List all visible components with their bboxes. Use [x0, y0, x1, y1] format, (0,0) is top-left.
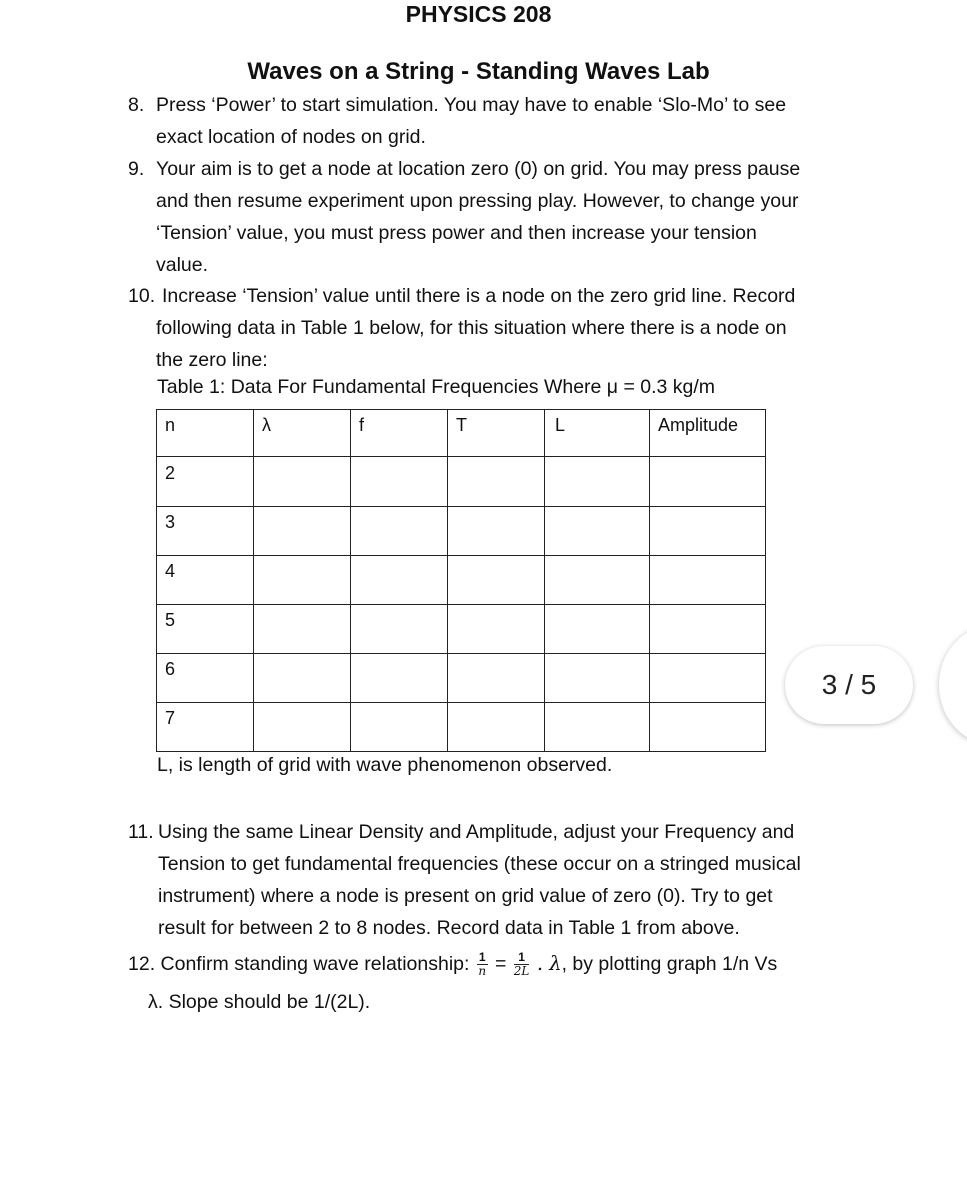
item-12-line-1	[128, 948, 777, 980]
text-line: value.	[156, 254, 209, 276]
item-number: 8.	[128, 94, 145, 116]
item-text	[156, 153, 856, 281]
cell-empty[interactable]	[351, 703, 448, 752]
cell-n: 7	[157, 703, 254, 752]
cell-empty[interactable]	[545, 457, 650, 507]
item-text: Confirm standing wave relationship:	[160, 953, 470, 975]
header-n: n	[157, 410, 254, 457]
text-line: instrument) where a node is present on grid value of zero (0). Try to get	[158, 885, 773, 907]
cell-empty[interactable]	[545, 556, 650, 605]
cell-empty[interactable]	[254, 605, 351, 654]
table-note: L, is length of grid with wave phenomenon observed.	[157, 754, 613, 776]
cell-empty[interactable]	[254, 507, 351, 556]
text-line: Increase ‘Tension’ value until there is a node on the zero grid line. Record	[162, 285, 796, 307]
table-row	[157, 507, 766, 556]
header-t: T	[448, 410, 545, 457]
text-line: Using the same Linear Density and Amplitude, adjust your Frequency and	[158, 821, 795, 843]
text-line: and then resume experiment upon pressing play. However, to change your	[156, 190, 799, 212]
cell-empty[interactable]	[545, 703, 650, 752]
cell-n: 4	[157, 556, 254, 605]
floating-action-button[interactable]	[939, 625, 967, 745]
text-line: exact location of nodes on grid.	[156, 126, 426, 148]
text-line: the zero line:	[156, 349, 268, 371]
cell-empty[interactable]	[650, 654, 766, 703]
cell-empty[interactable]	[254, 457, 351, 507]
item-number: 9.	[128, 158, 145, 180]
cell-empty[interactable]	[650, 605, 766, 654]
cell-empty[interactable]	[448, 556, 545, 605]
table-row	[157, 556, 766, 605]
text-line: following data in Table 1 below, for this situation where there is a node on	[156, 317, 787, 339]
cell-empty[interactable]	[545, 654, 650, 703]
cell-empty[interactable]	[545, 605, 650, 654]
lambda-term: . λ	[536, 952, 562, 975]
fraction-one-over-n	[477, 951, 488, 978]
fraction-numerator: 1	[514, 951, 530, 965]
item-text	[156, 280, 862, 376]
cell-empty[interactable]	[351, 654, 448, 703]
course-title: PHYSICS 208	[405, 1, 552, 27]
item-number: 10.	[128, 285, 156, 307]
header-lambda: λ	[254, 410, 351, 457]
item-text	[156, 89, 856, 153]
item-number: 12.	[128, 953, 156, 975]
cell-empty[interactable]	[448, 605, 545, 654]
item-12-line-2: λ. Slope should be 1/(2L).	[148, 991, 371, 1013]
header-l: L	[545, 410, 650, 457]
header-f: f	[351, 410, 448, 457]
cell-n: 6	[157, 654, 254, 703]
fraction-numerator: 1	[478, 950, 486, 965]
text-line: result for between 2 to 8 nodes. Record data in Table 1 from above.	[158, 917, 740, 939]
fraction-denominator: n	[478, 964, 487, 979]
cell-empty[interactable]	[351, 605, 448, 654]
cell-empty[interactable]	[448, 654, 545, 703]
cell-empty[interactable]	[351, 457, 448, 507]
cell-n: 2	[157, 457, 254, 507]
cell-empty[interactable]	[254, 654, 351, 703]
text-line: Tension to get fundamental frequencies (these occur on a stringed musical	[158, 853, 801, 875]
table-row	[157, 703, 766, 752]
cell-n: 3	[157, 507, 254, 556]
text-line: Press ‘Power’ to start simulation. You may have to enable ‘Slo-Mo’ to see	[156, 94, 787, 116]
cell-empty[interactable]	[650, 507, 766, 556]
cell-empty[interactable]	[448, 457, 545, 507]
cell-empty[interactable]	[351, 507, 448, 556]
fraction-denominator: 2L	[513, 964, 530, 979]
header-amplitude: Amplitude	[650, 410, 766, 457]
cell-empty[interactable]	[448, 703, 545, 752]
cell-empty[interactable]	[650, 703, 766, 752]
equals-sign: =	[494, 953, 507, 975]
text-line: ‘Tension’ value, you must press power and then increase your tension	[156, 222, 757, 244]
cell-empty[interactable]	[254, 703, 351, 752]
data-table	[156, 409, 766, 752]
cell-empty[interactable]	[650, 457, 766, 507]
cell-empty[interactable]	[545, 507, 650, 556]
cell-empty[interactable]	[448, 507, 545, 556]
cell-n: 5	[157, 605, 254, 654]
table-header-row	[157, 410, 766, 457]
item-number: 11.	[128, 821, 154, 843]
cell-empty[interactable]	[650, 556, 766, 605]
table-row	[157, 457, 766, 507]
table-caption: Table 1: Data For Fundamental Frequencies Where μ = 0.3 kg/m	[157, 376, 716, 398]
lab-title: Waves on a String - Standing Waves Lab	[247, 58, 710, 85]
page-indicator: 3 / 5	[785, 646, 913, 724]
item-text-suffix: , by plotting graph 1/n Vs	[561, 953, 778, 975]
cell-empty[interactable]	[254, 556, 351, 605]
cell-empty[interactable]	[351, 556, 448, 605]
table-row	[157, 654, 766, 703]
instruction-item-12	[128, 948, 868, 1028]
table-row	[157, 605, 766, 654]
fraction-one-over-2l	[514, 951, 530, 978]
item-text	[158, 816, 858, 944]
text-line: Your aim is to get a node at location zero (0) on grid. You may press pause	[156, 158, 801, 180]
